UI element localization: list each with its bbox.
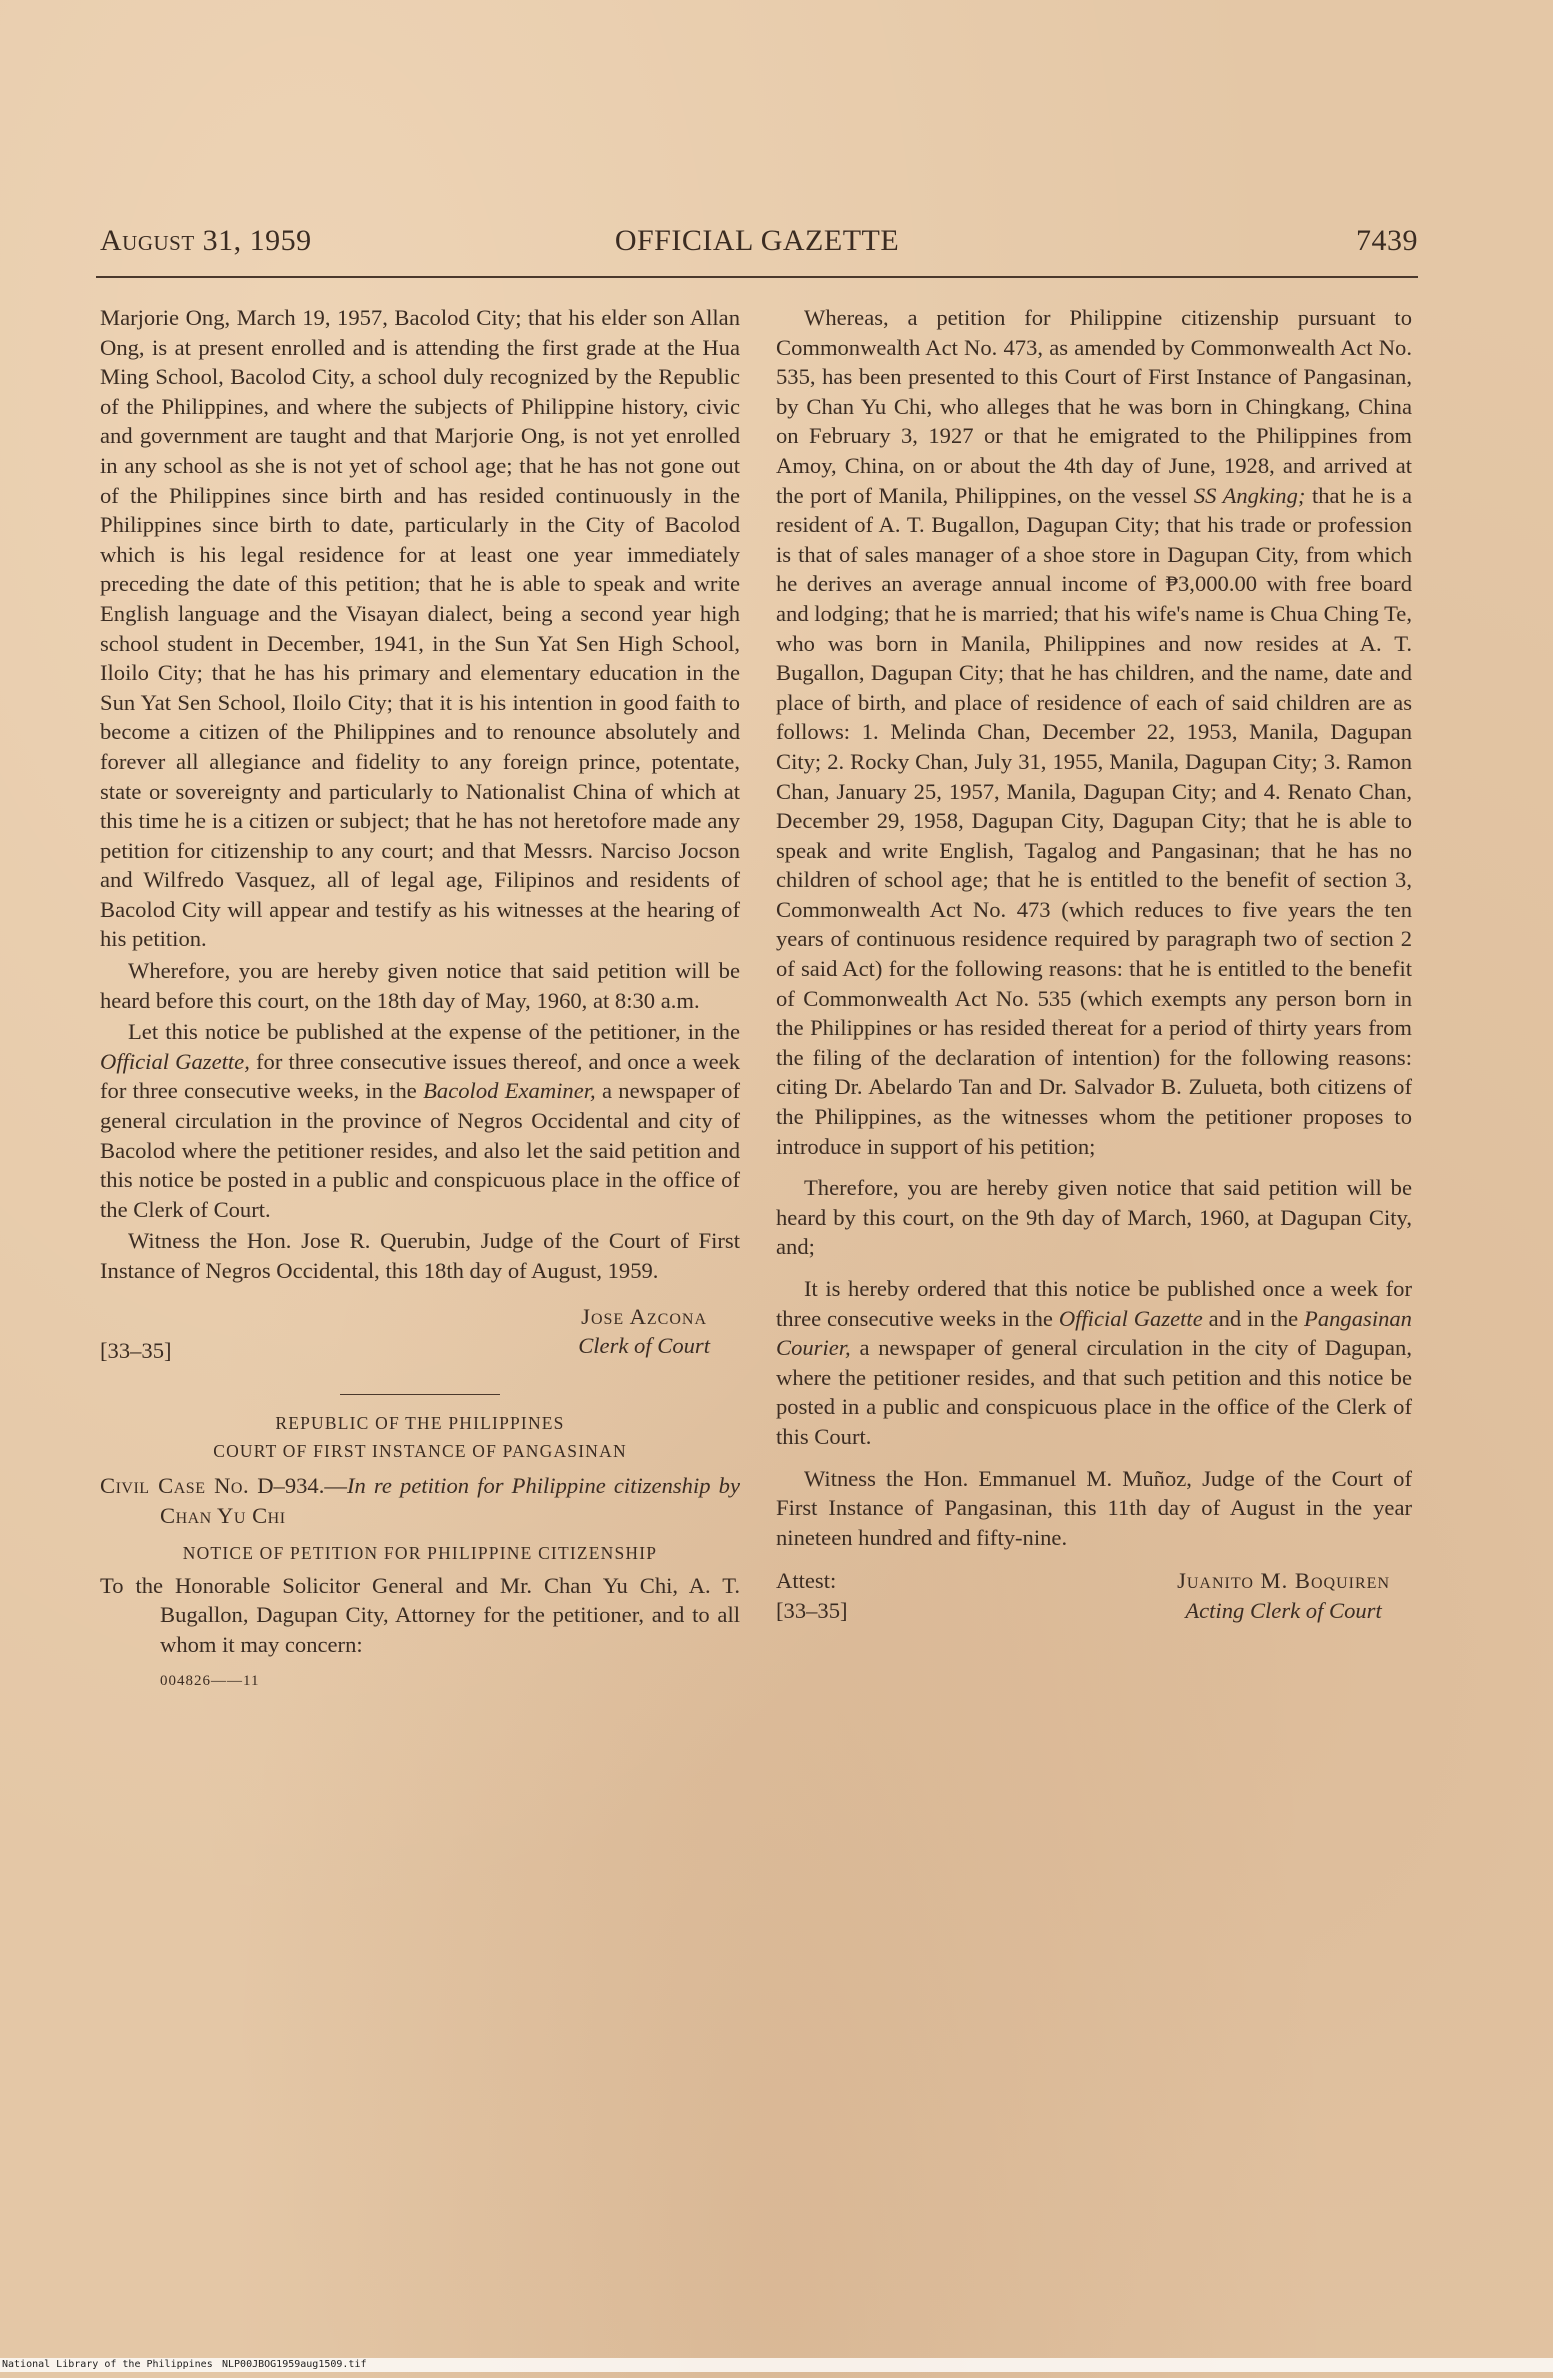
left-signature-name: Jose Azcona [581,1303,708,1329]
document-number: 004826——11 [160,1673,260,1690]
right-signature-title: Acting Clerk of Court [1185,1597,1382,1623]
left-paragraph-2: Wherefore, you are hereby given notice that said petition will be heard before this court, on the 18th day of May, 1960, at 8:30 a.m. [100,958,740,1013]
left-p3-official-gazette: Official Gazette, [100,1048,250,1074]
section-divider [340,1394,500,1395]
right-attest [776,1566,848,1625]
right-p3-text-a: It is hereby ordered that this notice be published once a week for three consecutive weeks in the [776,1276,1412,1331]
left-column [100,303,740,1697]
case-title: In re petition for Philippine citizenship by [346,1472,740,1498]
left-p3-bacolod-examiner: Bacolod Examiner, [423,1078,596,1104]
right-paragraph-2: Therefore, you are hereby given notice that said petition will be heard by this court, on the 9th day of March, 1960, at Dagupan City, and; [776,1175,1412,1260]
notice-heading: NOTICE OF PETITION FOR PHILIPPINE CITIZENSHIP [182,1542,658,1563]
case-label: Civil Case No. [100,1472,250,1498]
header-page-number: 7439 [1356,224,1418,257]
addressee-block: To the Honorable Solicitor General and Mr. Chan Yu Chi, A. T. Bugallon, Dagupan City, Attorney for the petitioner, and to all whom it may concern: [100,1572,740,1657]
right-p3-pangasinan-courier: Pangasinan Courier, [776,1305,1412,1361]
right-p1-text-b: that he is a resident of A. T. Bugallon, Dagupan City; that his trade or profession is that of sales manager of a shoe store in Dagupan City, from which he derives an average annual income of ₱3,000.00 with free board and lodging; that he is married; that his wife's name is Chua Ching Te, who was born in Manila, Philippines and now resides at A. T. Bugallon, Dagupan City; that he has children, and the name, date and place of birth, and place of residence of each of said children are as follows: 1. Melinda Chan, December 22, 1953, Manila, Dagupan City; 2. Rocky Chan, July 31, 1955, Manila, Dagupan City; 3. Ramon Chan, January 25, 1957, Manila, Dagupan City; and 4. Renato Chan, December 29, 1958, Dagupan City, Dagupan City; that he is able to speak and write English, Tagalog and Pangasinan; that he has no children of school age; that he is entitled to the benefit of section 3, Commonwealth Act No. 473 (which reduces to five years the ten years of continuous residence required by paragraph two of section 2 of said Act) for the following reasons: that he is entitled to the benefit of Commonwealth Act No. 535 (which exempts any person born in the Philippines or has resided thereat for a period of thirty years from the filing of the declaration of intention) for the following reasons: citing Dr. Abelardo Tan and Dr. Salvador B. Zulueta, both citizens of the Philippines, as the witnesses whom the petitioner proposes to introduce in support of his petition; [776,482,1412,1159]
right-paragraph-3 [776,1274,1412,1452]
right-paragraph-1 [776,303,1412,1161]
header-date: August 31, 1959 [100,224,312,257]
left-signature-block [100,1302,740,1366]
left-signature-title: Clerk of Court [578,1333,710,1359]
header-title: OFFICIAL GAZETTE [614,224,900,257]
right-signature [1177,1566,1390,1625]
court-heading-line-1: REPUBLIC OF THE PHILIPPINES [275,1412,565,1433]
left-p3-text-a: Let this notice be published at the expense of the petitioner, in the [128,1019,740,1045]
court-heading-line-2: COURT OF FIRST INSTANCE OF PANGASINAN [213,1440,627,1461]
right-paragraph-4: Witness the Hon. Emmanuel M. Muñoz, Judge of the Court of First Instance of Pangasinan, this 11th day of August in the year nineteen hundred and fifty-nine. [776,1465,1412,1550]
left-issue-ref: [33–35] [100,1338,172,1363]
right-p1-text-a: Whereas, a petition for Philippine citizenship pursuant to Commonwealth Act No. 473, as amended by Commonwealth Act No. 535, has been presented to this Court of First Instance of Pangasinan, by Chan Yu Chi, who alleges that he was born in Chingkang, China on February 3, 1927 or that he emigrated to the Philippines from Amoy, China, on or about the 4th day of June, 1928, and arrived at the port of Manila, Philippines, on the vessel [776,305,1412,508]
right-attest-block [776,1566,1412,1630]
case-caption [100,1471,740,1531]
left-paragraph-1: Marjorie Ong, March 19, 1957, Bacolod City; that his elder son Allan Ong, is at present enrolled and is attending the first grade at the Hua Ming School, Bacolod City, a school duly recognized by the Republic of the Philippines, and where the subjects of Philippine history, civic and government are taught and that Marjorie Ong, is not yet enrolled in any school as she is not yet of school age; that he has not gone out of the Philippines since birth and has resided continuously in the Philippines since birth to date, particularly in the City of Bacolod which is his legal residence for at least one year immediately preceding the date of this petition; that he is able to speak and write English language and the Visayan dialect, being a second year high school student in December, 1941, in the Sun Yat Sen High School, Iloilo City; that he has his primary and elementary education in the Sun Yat Sen School, Iloilo City; that it is his intention in good faith to become a citizen of the Philippines and to renounce absolutely and forever all allegiance and fidelity to any foreign prince, potentate, state or sovereignty and particularly to Nationalist China of which at this time he is a citizen or subject; that he has not heretofore made any petition for citizenship to any court; and that Messrs. Narciso Jocson and Wilfredo Vasquez, all of legal age, Filipinos and residents of Bacolod City will appear and testify as his witnesses at the hearing of his petition. [100,305,740,952]
left-signature [578,1302,710,1361]
header-rule [96,276,1418,278]
right-signature-name: Juanito M. Boquiren [1177,1568,1390,1594]
scan-footer [0,2358,1553,2372]
footer-file-id: NLP00JBOG1959aug1509.tif [222,2359,367,2370]
left-paragraph-3 [100,1017,740,1224]
right-column [776,303,1412,1630]
page-header [96,224,1418,264]
left-paragraph-4: Witness the Hon. Jose R. Querubin, Judge of the Court of First Instance of Negros Occidental, this 18th day of August, 1959. [100,1228,740,1283]
right-p3-text-c: a newspaper of general circulation in the city of Dagupan, where the petitioner resides, and that such petition and this notice be posted in a public and conspicuous place in the office of the Clerk of this Court. [776,1335,1412,1449]
right-issue-ref: [33–35] [776,1597,848,1623]
case-number: D–934.— [249,1472,347,1498]
right-p3-official-gazette: Official Gazette [1058,1305,1203,1331]
right-p1-vessel: SS Angking; [1193,482,1306,508]
attest-label: Attest: [776,1568,837,1594]
case-petitioner: Chan Yu Chi [160,1502,286,1528]
left-p3-text-b: for three consecutive issues thereof, and once a week for three consecutive weeks, in the [100,1048,740,1104]
left-p3-text-c: a newspaper of general circulation in the province of Negros Occidental and city of Bacolod where the petitioner resides, and also let the said petition and this notice be posted in a public and conspicuous place in the office of the Clerk of Court. [100,1078,740,1222]
right-p3-text-b: and in the [1202,1305,1305,1331]
footer-library: National Library of the Philippines [2,2359,213,2370]
